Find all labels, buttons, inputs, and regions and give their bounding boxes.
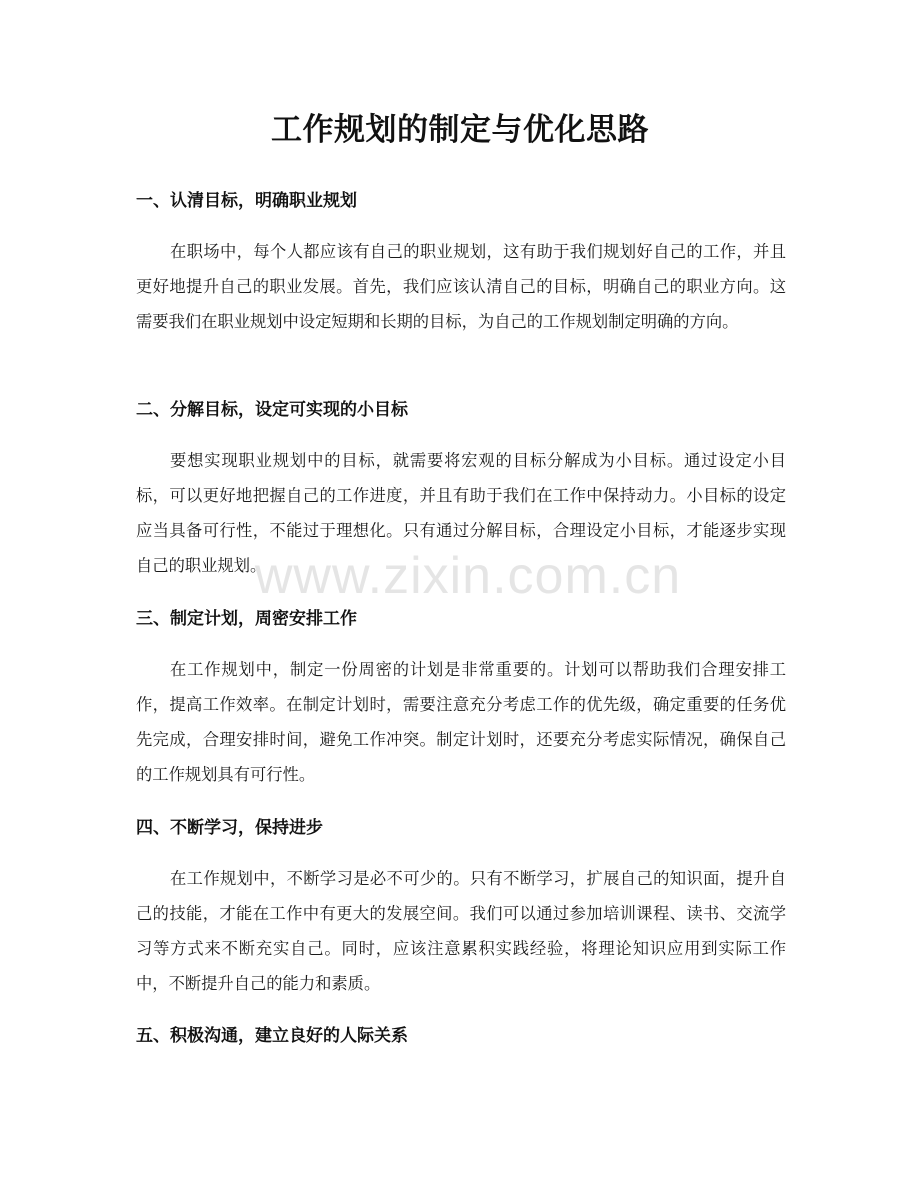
section-heading-1: 一、认清目标，明确职业规划 xyxy=(136,191,357,211)
section-heading-3: 三、制定计划，周密安排工作 xyxy=(136,609,357,629)
section-paragraph-2: 要想实现职业规划中的目标，就需要将宏观的目标分解成为小目标。通过设定小目标，可以更好地把握自己的工作进度，并且有助于我们在工作中保持动力。小目标的设定应当具备可行性，不能过于理想化。只有通过分解目标，合理设定小目标，才能逐步实现自己的职业规划。 xyxy=(136,451,786,575)
page-title: 工作规划的制定与优化思路 xyxy=(271,112,649,148)
section-heading-5: 五、积极沟通，建立良好的人际关系 xyxy=(136,1026,408,1046)
watermark: www.zixin.com.cn xyxy=(254,547,682,605)
section-heading-2: 二、分解目标，设定可实现的小目标 xyxy=(136,400,408,420)
section-paragraph-3: 在工作规划中，制定一份周密的计划是非常重要的。计划可以帮助我们合理安排工作，提高工作效率。在制定计划时，需要注意充分考虑工作的优先级，确定重要的任务优先完成，合理安排时间，避免工作冲突。制定计划时，还要充分考虑实际情况，确保自己的工作规划具有可行性。 xyxy=(136,660,786,784)
section-paragraph-4: 在工作规划中，不断学习是必不可少的。只有不断学习，扩展自己的知识面，提升自己的技能，才能在工作中有更大的发展空间。我们可以通过参加培训课程、读书、交流学习等方式来不断充实自己。同时，应该注意累积实践经验，将理论知识应用到实际工作中，不断提升自己的能力和素质。 xyxy=(136,869,786,993)
section-heading-4: 四、不断学习，保持进步 xyxy=(136,818,323,838)
section-paragraph-1: 在职场中，每个人都应该有自己的职业规划，这有助于我们规划好自己的工作，并且更好地提升自己的职业发展。首先，我们应该认清自己的目标，明确自己的职业方向。这需要我们在职业规划中设定短期和长期的目标，为自己的工作规划制定明确的方向。 xyxy=(136,242,786,331)
